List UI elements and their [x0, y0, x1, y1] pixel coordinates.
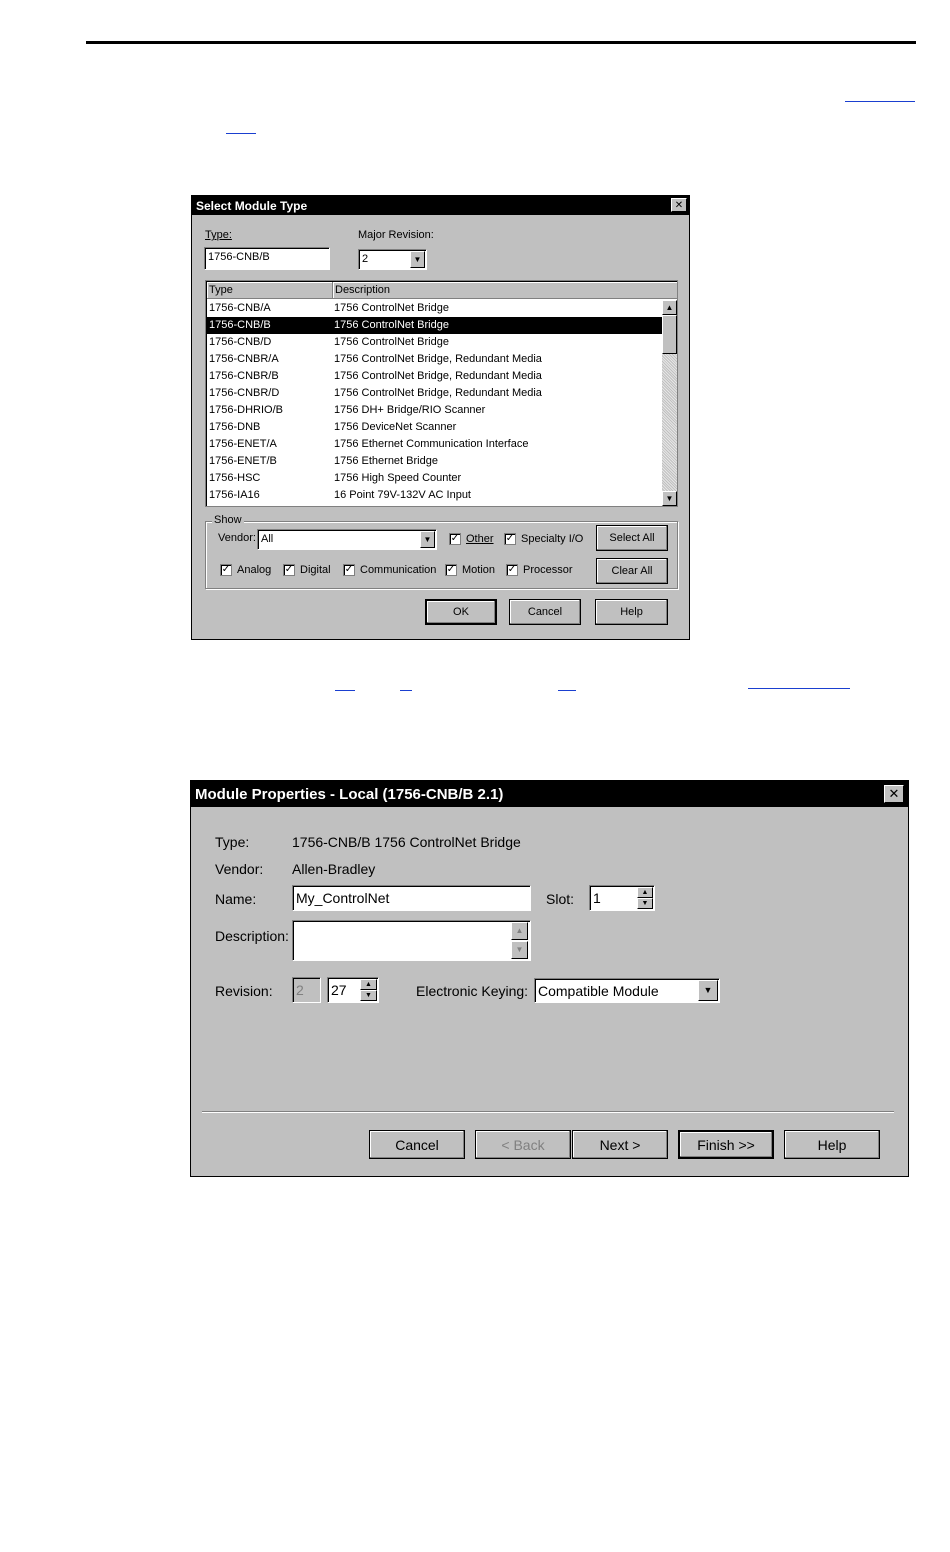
help-button[interactable]	[784, 1130, 880, 1159]
major-revision-label: Major Revision:	[358, 229, 434, 241]
slot-value: 1	[593, 890, 601, 906]
type-input-value: 1756-CNB/B	[208, 251, 270, 263]
scroll-thumb[interactable]	[662, 315, 677, 354]
help-label: Help	[620, 606, 643, 618]
list-item-description: 16 Point 79V-132V AC Input	[334, 489, 471, 501]
dialog-titlebar	[192, 196, 689, 215]
revision-label: Revision:	[215, 983, 273, 999]
list-item[interactable]	[207, 453, 662, 470]
list-item-description: 1756 Ethernet Bridge	[334, 455, 438, 467]
show-group-label: Show	[214, 514, 242, 526]
list-item[interactable]	[207, 300, 662, 317]
name-label: Name:	[215, 891, 257, 907]
vendor-label: Vendor:	[215, 861, 264, 877]
list-item-type: 1756-ENET/A	[209, 438, 277, 450]
electronic-keying-label: Electronic Keying:	[416, 983, 529, 999]
type-label-text: Type:	[205, 229, 232, 241]
list-item-type: 1756-ENET/B	[209, 455, 277, 467]
list-item-description: 1756 DeviceNet Scanner	[334, 421, 457, 433]
other-label: Other	[466, 533, 494, 545]
chevron-down-icon[interactable]: ▼	[410, 251, 425, 268]
motion-label: Motion	[462, 564, 496, 576]
link-underline[interactable]	[558, 690, 576, 691]
slot-label: Slot:	[546, 891, 575, 907]
type-label	[205, 229, 232, 241]
finish-button[interactable]	[678, 1130, 774, 1159]
cancel-button[interactable]	[509, 599, 581, 625]
other-checkbox[interactable]: ✓	[450, 533, 460, 544]
chevron-down-icon[interactable]: ▼	[420, 531, 435, 548]
dialog-title: Select Module Type	[196, 198, 308, 213]
name-input-value: My_ControlNet	[296, 890, 390, 906]
dialog-titlebar	[191, 781, 908, 807]
communication-checkbox[interactable]: ✓	[344, 564, 354, 575]
help-label: Help	[817, 1136, 847, 1153]
major-revision-value: 2	[362, 253, 369, 265]
close-icon[interactable]: ✕	[884, 785, 904, 803]
module-properties-dialog	[190, 780, 909, 1177]
vendor-select[interactable]	[257, 529, 437, 550]
list-header	[207, 282, 677, 299]
communication-label: Communication	[360, 564, 437, 576]
list-item-selected[interactable]	[207, 317, 662, 334]
link-underline[interactable]	[226, 133, 256, 134]
dialog-title: Module Properties - Local (1756-CNB/B 2.1)	[195, 785, 504, 803]
electronic-keying-select[interactable]	[534, 978, 720, 1003]
link-underline[interactable]	[845, 101, 915, 102]
chevron-down-icon[interactable]: ▼	[698, 980, 718, 1001]
analog-checkbox[interactable]: ✓	[221, 564, 231, 575]
list-item[interactable]	[207, 402, 662, 419]
spin-up-icon[interactable]: ▲	[637, 887, 653, 898]
vendor-value: Allen-Bradley	[292, 861, 376, 877]
list-item[interactable]	[207, 487, 662, 504]
link-underline[interactable]	[335, 690, 355, 691]
finish-label: Finish >>	[697, 1136, 755, 1153]
digital-label: Digital	[300, 564, 331, 576]
list-item-type: 1756-DNB	[209, 421, 261, 433]
clear-all-button[interactable]	[596, 558, 668, 584]
back-button[interactable]	[475, 1130, 571, 1159]
list-item-description: 1756 ControlNet Bridge	[334, 302, 449, 314]
select-all-label: Select All	[609, 532, 655, 544]
link-underline[interactable]	[748, 688, 850, 689]
module-type-list[interactable]	[205, 280, 678, 507]
list-item-type: 1756-IA16	[209, 489, 260, 501]
close-icon[interactable]: ✕	[671, 198, 687, 212]
header-rule	[86, 41, 916, 44]
list-item[interactable]	[207, 419, 662, 436]
list-item-description: 1756 ControlNet Bridge, Redundant Media	[334, 387, 542, 399]
description-label: Description:	[215, 928, 289, 944]
list-item-description: 1756 Ethernet Communication Interface	[334, 438, 529, 450]
specialty-checkbox[interactable]: ✓	[505, 533, 515, 544]
type-label: Type:	[215, 834, 250, 850]
list-item-description: 1756 High Speed Counter	[334, 472, 462, 484]
back-label: < Back	[501, 1136, 545, 1153]
digital-checkbox[interactable]: ✓	[284, 564, 294, 575]
processor-checkbox[interactable]: ✓	[507, 564, 517, 575]
scroll-down-icon[interactable]: ▼	[662, 491, 677, 506]
list-item-type: 1756-HSC	[209, 472, 261, 484]
name-input[interactable]	[292, 885, 531, 911]
next-label: Next >	[599, 1136, 641, 1153]
type-input[interactable]	[204, 247, 330, 270]
list-item[interactable]	[207, 368, 662, 385]
list-item[interactable]	[207, 385, 662, 402]
list-item-type: 1756-DHRIO/B	[209, 404, 283, 416]
select-module-type-dialog	[191, 195, 690, 640]
scroll-up-icon[interactable]: ▲	[662, 300, 677, 315]
ok-label: OK	[453, 606, 469, 618]
list-item-type: 1756-CNB/B	[209, 319, 271, 331]
vendor-value: All	[261, 533, 274, 545]
list-item-description: 1756 ControlNet Bridge	[334, 319, 449, 331]
column-header-description[interactable]: Description	[333, 282, 677, 298]
revision-major-value: 2	[296, 982, 304, 998]
help-button[interactable]	[595, 599, 668, 625]
revision-minor-value: 27	[331, 982, 347, 998]
list-item-description: 1756 ControlNet Bridge, Redundant Media	[334, 353, 542, 365]
list-item-type: 1756-CNBR/A	[209, 353, 279, 365]
description-input[interactable]	[292, 920, 531, 961]
list-item-type: 1756-CNBR/B	[209, 370, 279, 382]
processor-label: Processor	[523, 564, 573, 576]
spin-down-icon[interactable]: ▼	[637, 898, 653, 909]
select-all-button[interactable]	[596, 525, 668, 551]
revision-major-input	[292, 977, 321, 1003]
spin-up-icon[interactable]: ▲	[360, 979, 377, 990]
type-value: 1756-CNB/B 1756 ControlNet Bridge	[292, 834, 521, 850]
list-item-type: 1756-CNBR/D	[209, 387, 280, 399]
vendor-label: Vendor:	[218, 532, 256, 544]
list-item-description: 1756 ControlNet Bridge, Redundant Media	[334, 370, 542, 382]
analog-label: Analog	[237, 564, 272, 576]
next-button[interactable]	[572, 1130, 668, 1159]
column-header-type[interactable]: Type	[207, 282, 333, 298]
spin-down-icon[interactable]: ▼	[360, 990, 377, 1001]
clear-all-label: Clear All	[611, 565, 653, 577]
cancel-button[interactable]	[369, 1130, 465, 1159]
list-item-type: 1756-CNB/D	[209, 336, 272, 348]
cancel-label: Cancel	[527, 606, 563, 618]
divider	[202, 1111, 894, 1113]
scroll-down-icon[interactable]: ▼	[511, 941, 528, 959]
scroll-up-icon[interactable]: ▲	[511, 922, 528, 940]
electronic-keying-value: Compatible Module	[538, 982, 659, 999]
ok-button[interactable]	[425, 599, 497, 625]
link-underline[interactable]	[400, 690, 412, 691]
list-item[interactable]	[207, 351, 662, 368]
list-item[interactable]	[207, 334, 662, 351]
specialty-label: Specialty I/O	[521, 533, 584, 545]
list-item-description: 1756 DH+ Bridge/RIO Scanner	[334, 404, 486, 416]
list-body	[207, 300, 662, 506]
motion-checkbox[interactable]: ✓	[446, 564, 456, 575]
list-item[interactable]	[207, 436, 662, 453]
cancel-label: Cancel	[395, 1136, 439, 1153]
list-item[interactable]	[207, 470, 662, 487]
list-item-description: 1756 ControlNet Bridge	[334, 336, 449, 348]
list-item-type: 1756-CNB/A	[209, 302, 271, 314]
list-scrollbar[interactable]	[662, 300, 677, 506]
